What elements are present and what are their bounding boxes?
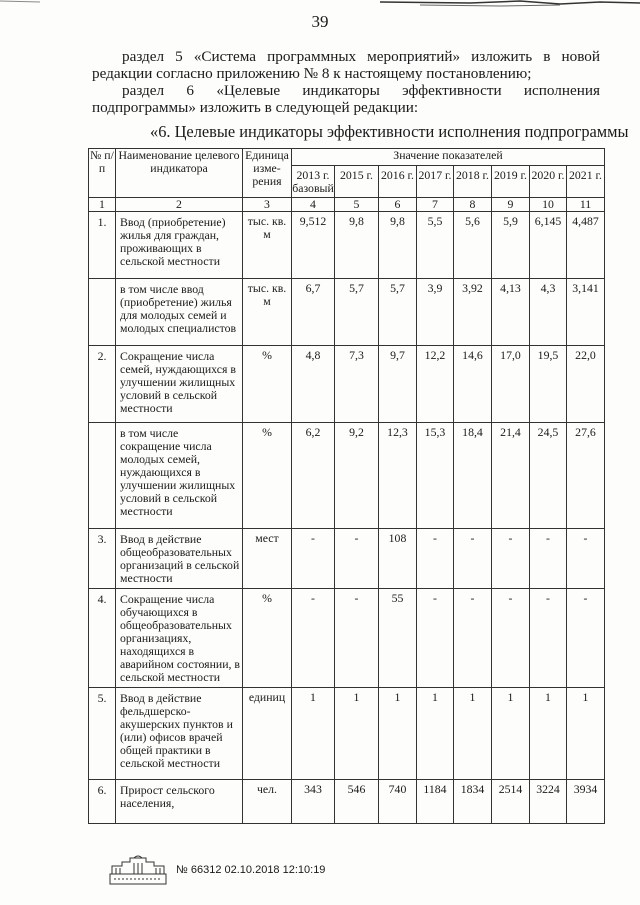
table-row — [89, 279, 605, 346]
indicator-value: 5,7 — [335, 279, 379, 346]
paragraph-line: раздел 5 «Система программных мероприятий» изложить в новой — [122, 48, 600, 65]
page-number: 39 — [311, 12, 329, 31]
indicator-value: 14,6 — [454, 346, 492, 423]
indicator-value: 1 — [492, 688, 530, 780]
indicator-value: 5,6 — [454, 212, 492, 279]
column-numbers-row — [89, 198, 605, 212]
column-number: 4 — [292, 198, 335, 212]
header-name: Наименование целевого индикатора — [116, 149, 243, 198]
indicator-value: 9,8 — [335, 212, 379, 279]
indicator-value: 55 — [379, 589, 417, 688]
indicator-value: 740 — [379, 780, 417, 824]
indicator-value: 7,3 — [335, 346, 379, 423]
header-year: 2013 г. базовый — [292, 166, 335, 198]
indicator-value: - — [335, 589, 379, 688]
indicator-name: в том числе сокращение числа молодых семей, нуждающихся в улучшении жилищных условий в сельской местности — [116, 423, 243, 529]
stamp-emblem — [108, 854, 168, 890]
section-heading: «6. Целевые индикаторы эффективности исполнения подпрограммы — [150, 122, 629, 141]
indicator-value: - — [530, 589, 567, 688]
scan-edge-mark — [0, 0, 640, 10]
indicator-value: 19,5 — [530, 346, 567, 423]
indicator-value: 108 — [379, 529, 417, 589]
indicator-value: 343 — [292, 780, 335, 824]
paragraph-section-5 — [92, 48, 600, 82]
header-unit: Единица изме-рения — [243, 149, 292, 198]
row-number — [89, 423, 116, 529]
indicator-value: - — [417, 529, 454, 589]
indicator-name: Сокращение числа семей, нуждающихся в улучшении жилищных условий в сельской местности — [116, 346, 243, 423]
indicator-value: 1 — [454, 688, 492, 780]
row-number: 6. — [89, 780, 116, 824]
indicator-name: Сокращение числа обучающихся в общеобразовательных организациях, находящихся в аварийном состоянии, в сельской местности — [116, 589, 243, 688]
column-number: 6 — [379, 198, 417, 212]
indicator-value: 9,7 — [379, 346, 417, 423]
indicator-value: 12,3 — [379, 423, 417, 529]
header-year: 2021 г. — [567, 166, 605, 198]
indicator-value: 21,4 — [492, 423, 530, 529]
indicator-value: 5,7 — [379, 279, 417, 346]
indicator-value: - — [530, 529, 567, 589]
indicator-value: 1 — [530, 688, 567, 780]
indicator-unit: единиц — [243, 688, 292, 780]
indicator-value: 18,4 — [454, 423, 492, 529]
indicator-name: Ввод в действие фельдшерско-акушерских пунктов и (или) офисов врачей общей практики в сельской местности — [116, 688, 243, 780]
indicator-value: - — [567, 589, 605, 688]
document-registration: № 66312 02.10.2018 12:10:19 — [176, 864, 326, 876]
header-year: 2015 г. — [335, 166, 379, 198]
column-number: 9 — [492, 198, 530, 212]
column-number: 8 — [454, 198, 492, 212]
header-values-title: Значение показателей — [292, 149, 605, 166]
indicator-value: 1 — [417, 688, 454, 780]
indicator-value: 1 — [292, 688, 335, 780]
header-num: № п/п — [89, 149, 116, 198]
indicator-value: - — [454, 529, 492, 589]
indicator-value: 3934 — [567, 780, 605, 824]
indicator-value: 9,8 — [379, 212, 417, 279]
indicator-value: - — [417, 589, 454, 688]
indicator-value: 17,0 — [492, 346, 530, 423]
table-row — [89, 688, 605, 780]
indicator-value: 22,0 — [567, 346, 605, 423]
indicator-value: 24,5 — [530, 423, 567, 529]
header-year: 2020 г. — [530, 166, 567, 198]
indicator-value: 1184 — [417, 780, 454, 824]
indicator-name: в том числе ввод (приобретение) жилья для молодых семей и молодых специалистов — [116, 279, 243, 346]
table-body — [89, 212, 605, 824]
table-row — [89, 346, 605, 423]
table-row — [89, 423, 605, 529]
indicator-value: 546 — [335, 780, 379, 824]
indicator-value: 4,8 — [292, 346, 335, 423]
indicator-value: 1834 — [454, 780, 492, 824]
row-number — [89, 279, 116, 346]
header-year: 2019 г. — [492, 166, 530, 198]
column-number: 3 — [243, 198, 292, 212]
column-number: 7 — [417, 198, 454, 212]
indicator-unit: тыс. кв. м — [243, 212, 292, 279]
column-number: 11 — [567, 198, 605, 212]
indicator-value: - — [492, 529, 530, 589]
indicator-value: 27,6 — [567, 423, 605, 529]
indicator-value: - — [292, 589, 335, 688]
row-number: 5. — [89, 688, 116, 780]
table-row — [89, 780, 605, 824]
column-number: 5 — [335, 198, 379, 212]
indicator-value: 1 — [379, 688, 417, 780]
header-year: 2018 г. — [454, 166, 492, 198]
indicator-value: 1 — [335, 688, 379, 780]
header-year: 2016 г. — [379, 166, 417, 198]
paragraph-line: раздел 6 «Целевые индикаторы эффективности исполнения — [122, 82, 600, 99]
indicator-value: 5,5 — [417, 212, 454, 279]
table-row — [89, 529, 605, 589]
indicator-unit: % — [243, 346, 292, 423]
indicator-value: 6,145 — [530, 212, 567, 279]
row-number: 1. — [89, 212, 116, 279]
paragraph-section-6 — [92, 82, 600, 116]
indicator-value: 9,512 — [292, 212, 335, 279]
indicator-value: 1 — [567, 688, 605, 780]
indicator-value: 12,2 — [417, 346, 454, 423]
paragraph-line: подпрограммы» изложить в следующей редакции: — [92, 99, 419, 116]
indicator-value: 3224 — [530, 780, 567, 824]
column-number: 1 — [89, 198, 116, 212]
indicator-unit: мест — [243, 529, 292, 589]
indicator-value: - — [454, 589, 492, 688]
indicator-name: Ввод в действие общеобразовательных организаций в сельской местности — [116, 529, 243, 589]
indicator-value: 4,13 — [492, 279, 530, 346]
indicator-value: 6,2 — [292, 423, 335, 529]
table-row — [89, 589, 605, 688]
indicator-name: Ввод (приобретение) жилья для граждан, проживающих в сельской местности — [116, 212, 243, 279]
indicator-value: 4,3 — [530, 279, 567, 346]
row-number: 4. — [89, 589, 116, 688]
indicator-value: 9,2 — [335, 423, 379, 529]
indicator-value: - — [492, 589, 530, 688]
indicator-value: 6,7 — [292, 279, 335, 346]
indicator-unit: чел. — [243, 780, 292, 824]
row-number: 2. — [89, 346, 116, 423]
indicator-unit: % — [243, 589, 292, 688]
indicator-value: 2514 — [492, 780, 530, 824]
indicator-unit: % — [243, 423, 292, 529]
indicator-value: - — [335, 529, 379, 589]
row-number: 3. — [89, 529, 116, 589]
indicator-value: 5,9 — [492, 212, 530, 279]
paragraph-line: редакции согласно приложению № 8 к настоящему постановлению; — [92, 65, 532, 82]
column-number: 10 — [530, 198, 567, 212]
indicator-value: 3,141 — [567, 279, 605, 346]
indicator-value: 15,3 — [417, 423, 454, 529]
indicator-unit: тыс. кв. м — [243, 279, 292, 346]
table-row — [89, 212, 605, 279]
indicator-value: 3,9 — [417, 279, 454, 346]
header-year: 2017 г. — [417, 166, 454, 198]
column-number: 2 — [116, 198, 243, 212]
indicator-value: 3,92 — [454, 279, 492, 346]
indicator-value: - — [567, 529, 605, 589]
indicator-name: Прирост сельского населения, — [116, 780, 243, 824]
indicator-value: 4,487 — [567, 212, 605, 279]
indicator-value: - — [292, 529, 335, 589]
indicators-table — [88, 148, 605, 824]
